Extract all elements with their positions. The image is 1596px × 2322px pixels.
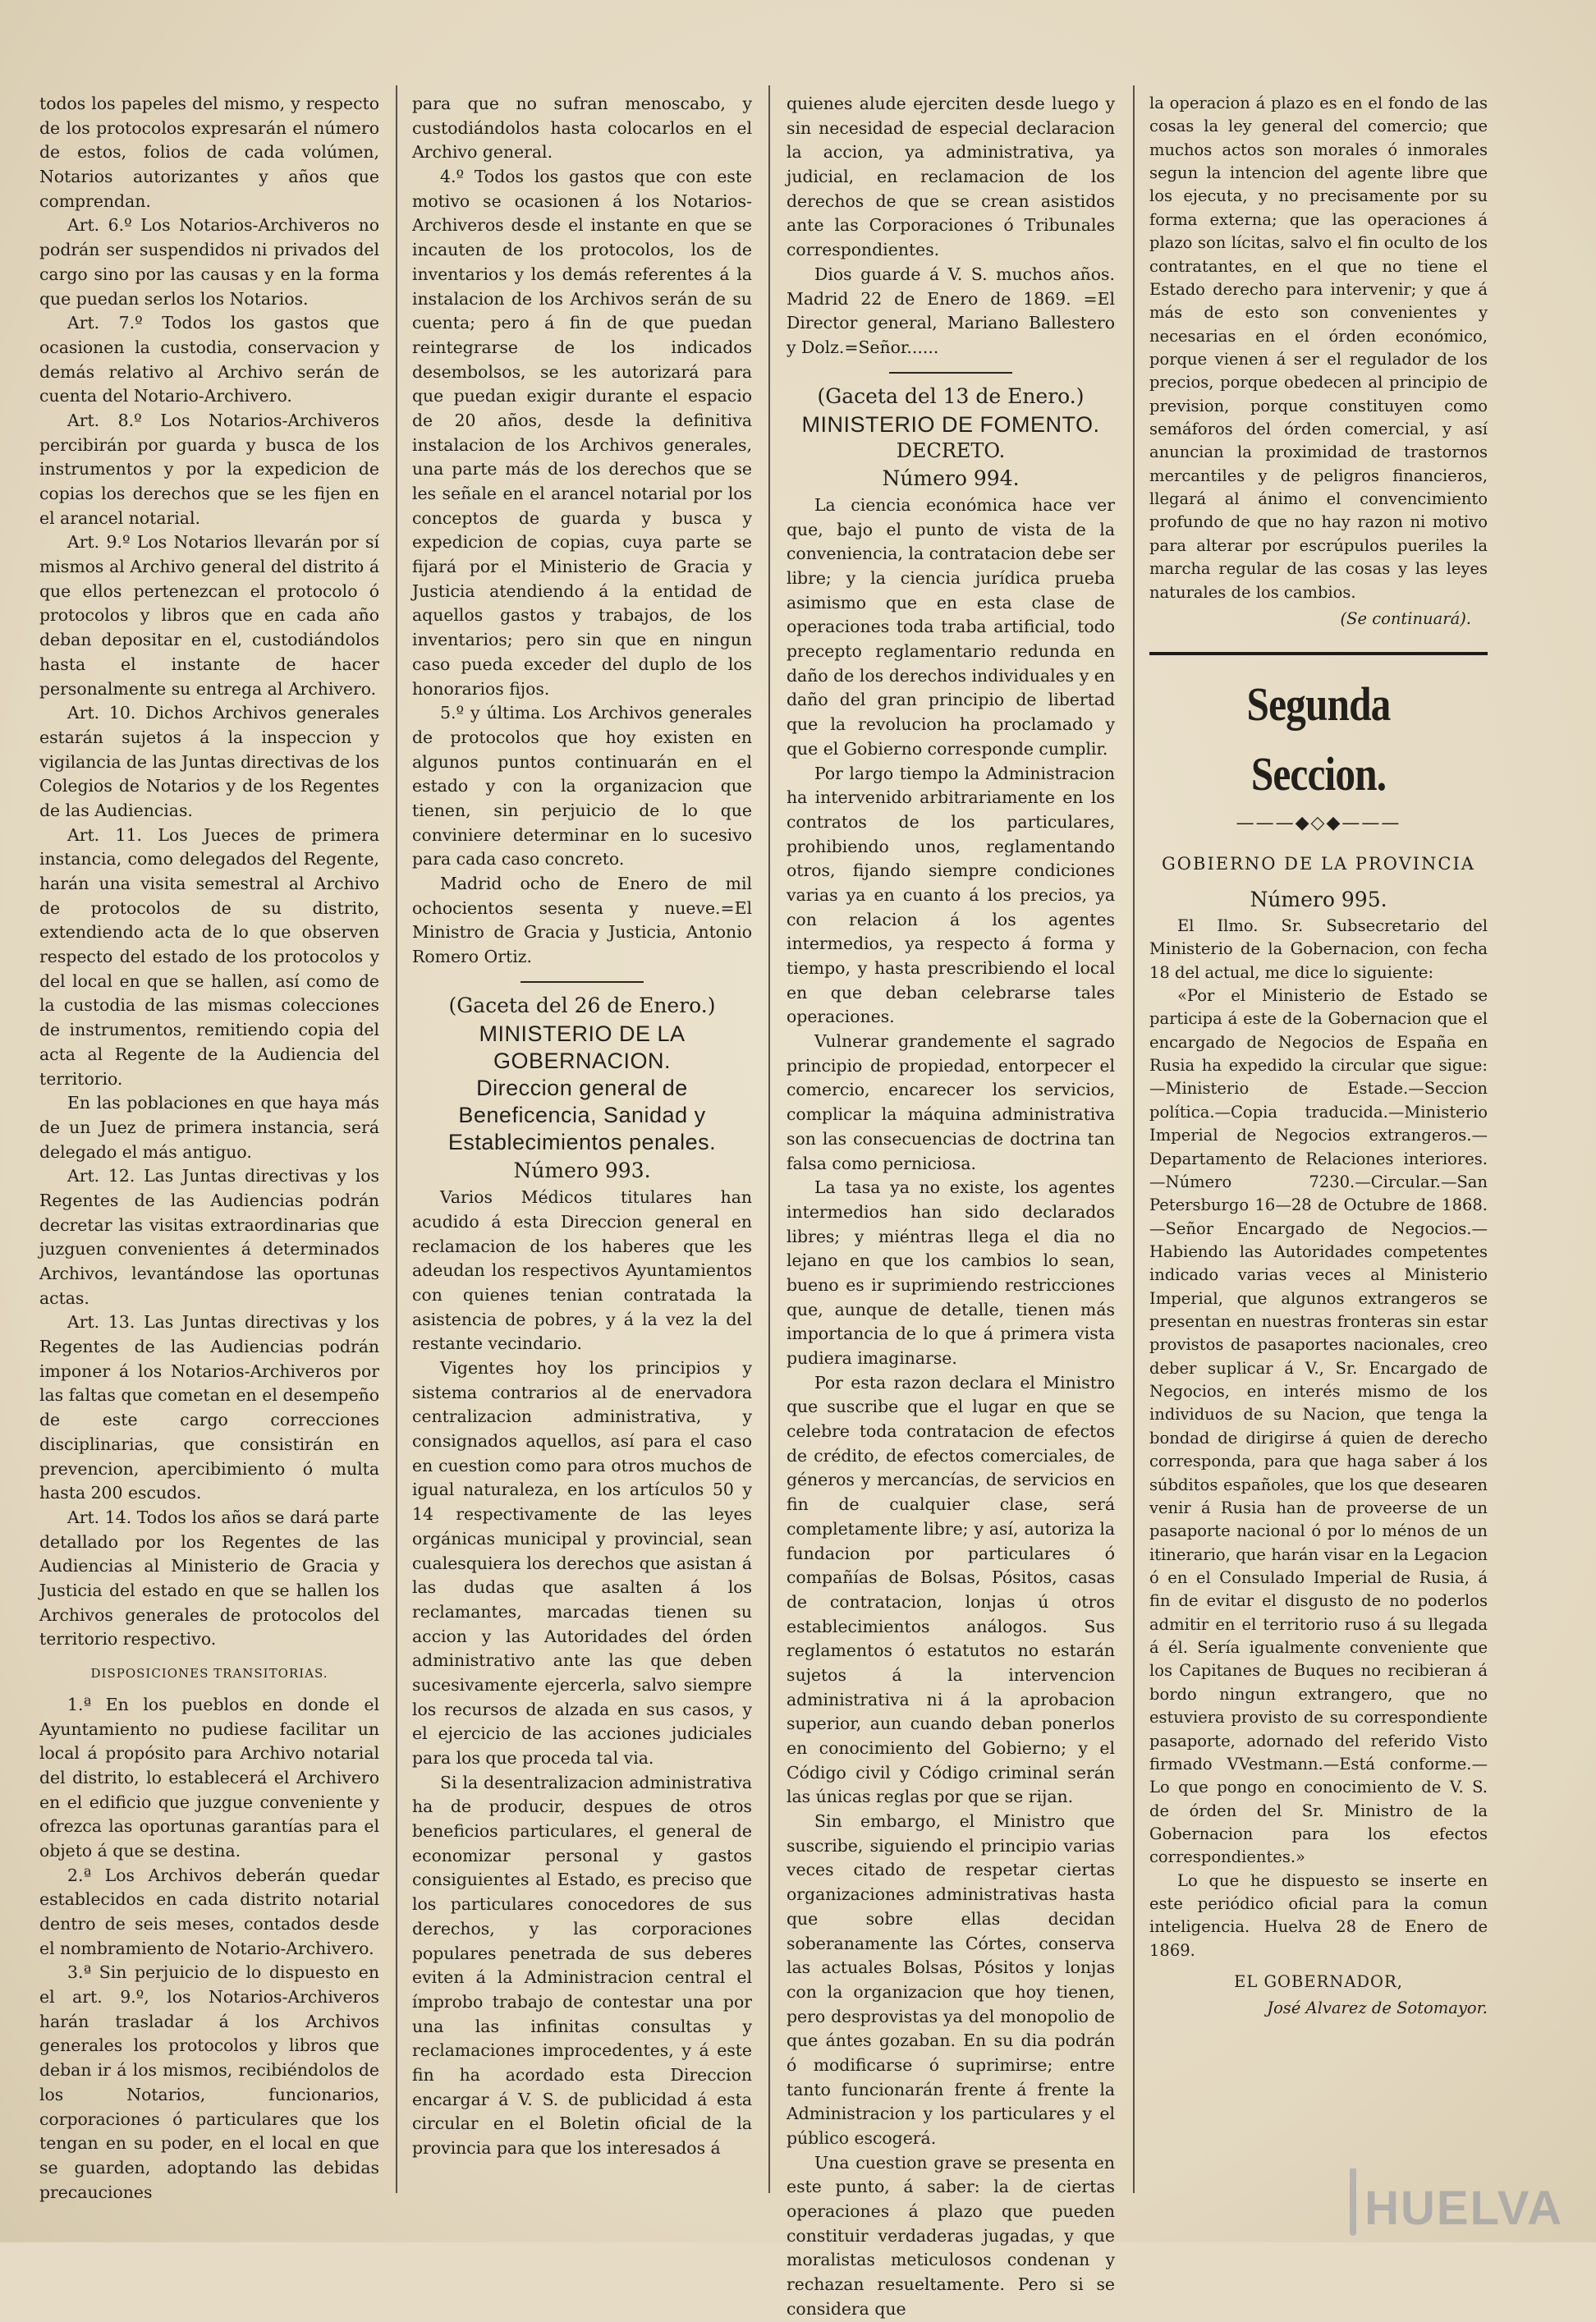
paragraph: Varios Médicos titulares han acudido á esta Direccion general en reclamacion de los haberes que les adeudan los respectivos Ayuntamientos con quienes tenian contratada la asistencia de pobres, y á la vez la del restante vecindario. — [412, 1187, 752, 1354]
column-2 — [412, 92, 752, 2193]
gobierno-heading: GOBIERNO DE LA PROVINCIA — [1162, 854, 1475, 874]
article-10: Art. 10. Dichos Archivos generales estarán sujetos á la inspeccion y vigilancia de las Juntas directivas de los Colegios de Notarios y de los Regentes de las Audiencias. — [39, 703, 379, 820]
paragraph: «Por el Ministerio de Estado se participa á este de la Gobernacion que el encargado de Negocios de España en Rusia ha expedido la circular que sigue:—Ministerio de Estade.—Seccion política.—Copia traducida.—Ministerio Imperial de Negocios extrangeros.—Departamento de Relaciones interiores.—Número 7230.—Circular.—San Petersburgo 16—28 de Octubre de 1868.—Señor Encargado de Negocios.—Habiendo las Autoridades competentes indicado varias veces al Ministerio Imperial, que algunos extrangeros se presentan en nuestras fronteras sin estar provistos de pasaportes nacionales, creo deber suplicar á V., Sr. Encargado de Negocios, en interés mismo de los individuos de su Nacion, que tenga la bondad de dirigirse á quien de derecho corresponda, para que haga saber á los súbditos españoles, que los que desearen venir á Rusia han de proveerse de un pasaporte nacional ó por lo ménos de un itinerario, que harán visar en la Legacion ó en el Consulado Imperial de Rusia, á fin de evitar el disgusto de no poderlos admitir en el territorio ruso á su llegada á él. Sería igualmente conveniente que los Capitanes de Buques no recibieran á bordo ningun extrangero, que no estuviera provisto de su correspondiente pasaporte, adornado del referido Visto firmado VVestmann.—Está conforme.—Lo que pongo en conocimiento de V. S. de órden del Sr. Ministro de la Gobernacion para los efectos correspondientes.» — [1149, 986, 1488, 1867]
decreto-heading: DECRETO. — [896, 438, 1006, 462]
column-3 — [787, 92, 1115, 2319]
gazette-date: (Gaceta del 13 de Enero.) — [817, 383, 1085, 408]
ministry-heading: MINISTERIO DE FOMENTO. — [801, 411, 1100, 437]
archive-watermark — [1364, 2164, 1563, 2236]
article-7: Art. 7.º Todos los gastos que ocasionen la custodia, conservacion y demás relativo al Archivo serán de cuenta del Notario-Archivero. — [39, 313, 379, 406]
article-14: Art. 14. Todos los años se dará parte detallado por los Regentes de las Audiencias al Ministerio de Gracia y Justicia del estado en que se hallen los Archivos generales de protocolos del territorio respectivo. — [39, 1507, 379, 1650]
paragraph: la operacion á plazo es en el fondo de las cosas la ley general del comercio; que muchos actos son morales ó inmorales segun la intencion del agente libre que los ejecuta, y no precisamente por su forma externa; que las operaciones á plazo son lícitas, salvo el fin oculto de los contratantes, en el que no tiene el Estado derecho para intervenir; y que á más de esto son convenientes y necesarias en el órden económico, porque vienen á ser el regulador de los precios, porque obedecen al principio de prevision, porque constituyen como semáforos del órden comercial, y así anuncian la proximidad de trastornos mercantiles y de peligros financieros, llegará al ánimo el convencimiento profundo de que no hay razon ni motivo para alterar por escrúpulos pueriles la marcha regular de las cosas y las leyes naturales de los cambios. — [1149, 94, 1488, 602]
article-12: Art. 12. Las Juntas directivas y los Regentes de las Audiencias podrán decretar las visitas extraordinarias que juzguen convenientes á determinados Archivos, levantándose las oportunas actas. — [39, 1166, 379, 1308]
paragraph: Madrid ocho de Enero de mil ochocientos sesenta y nueve.=El Ministro de Gracia y Justicia, Antonio Romero Ortiz. — [412, 874, 752, 967]
transitoria-1: 1.ª En los pueblos en donde el Ayuntamiento no pudiese facilitar un local á propósito para Archivo notarial del distrito, lo establecerá el Archivero en el edificio que juzgue conveniente y ofrezca las oportunas garantías para el objeto á que se destina. — [39, 1694, 379, 1861]
continuation-note: (Se continuará). — [1340, 608, 1471, 628]
paragraph: para que no sufran menoscabo, y custodiándolos hasta colocarlos en el Archivo general. — [412, 94, 752, 163]
watermark-text: HUELVA — [1364, 2182, 1563, 2235]
seal-icon — [1350, 2168, 1356, 2236]
divider — [521, 981, 644, 983]
ministry-heading: MINISTERIO DE LA GOBERNACION. — [479, 1021, 686, 1074]
paragraph: Lo que he dispuesto se inserte en este periódico oficial para la comun inteligencia. Huelva 28 de Enero de 1869. — [1149, 1870, 1488, 1960]
section-title: Segunda Seccion. — [1246, 677, 1391, 801]
column-4 — [1149, 92, 1488, 2193]
gobernador-title: EL GOBERNADOR, — [1234, 1972, 1403, 1992]
paragraph: quienes alude ejerciten desde luego y sin necesidad de especial declaracion la accion, ya administrativa, ya judicial, en reclamacion de los derechos de que se crean asistidos ante las Corporaciones ó Tribunales correspondientes. — [787, 94, 1115, 260]
paragraph: 4.º Todos los gastos que con este motivo se ocasionen á los Notarios-Archiveros desde el instante en que se incauten de los protocolos, los de inventarios y los demás referentes á la instalacion de los Archivos serán de su cuenta; pero á fin de que puedan reintegrarse de los indicados desembolsos, se les autorizará para que puedan exigir durante el espacio de 20 años, desde la definitiva instalacion de los Archivos generales, una parte más de los derechos que se les señale en el arancel notarial por los conceptos de guarda y busca y expedicion de copias, cuya parte se fijará por el Ministerio de Gracia y Justicia atendiendo á la entidad de aquellos gastos y trabajos, de los inventarios; pero sin que en ningun caso pueda exceder del duplo de los honorarios fijos. — [412, 167, 752, 699]
paragraph: El Ilmo. Sr. Subsecretario del Ministerio de la Gobernacion, con fecha 18 del actual, me dice lo siguiente: — [1149, 915, 1488, 982]
signature: José Alvarez de Sotomayor. — [1267, 1998, 1488, 2018]
section-divider — [1149, 652, 1488, 655]
article-8: Art. 8.º Los Notarios-Archiveros percibirán por guarda y busca de los instrumentos y por la expedicion de copias los derechos que se les fijen en el arancel notarial. — [39, 410, 379, 528]
ornament-icon: ———◆◇◆——— — [1236, 813, 1401, 834]
column-1 — [39, 92, 379, 2202]
paragraph: Una cuestion grave se presenta en este punto, á saber: la de ciertas operaciones á plazo que pueden constituir verdaderas jugadas, y que moralistas meticulosos condenan y rechazan resueltamente. Pero si se considera que — [787, 2152, 1115, 2319]
paragraph: Vigentes hoy los principios y sistema contrarios al de enervadora centralizacion administrativa, y consignados aquellos, así para el caso en cuestion como para otros muchos de igual naturaleza, en los artículos 50 y 14 respectivamente de las leyes orgánicas municipal y provincial, sean cualesquiera los derechos que asistan á las dudas que asalten á los reclamantes, marcadas tienen su accion y las Autoridades del órden administrativo ante las que deben sucesivamente ejercerla, salvo siempre los recursos de alzada en sus casos, y el ejercicio de las acciones judiciales para los que proceda tal via. — [412, 1358, 752, 1768]
paragraph: La ciencia económica hace ver que, bajo el punto de vista de la conveniencia, la contratacion debe ser libre; y la ciencia jurídica prueba asimismo que en esta clase de operaciones toda traba artificial, todo precepto reglamentario redunda en daño de los derechos individuales y en daño del gran principio de libertad que la revolucion ha proclamado y que el Gobierno corresponde cumplir. — [787, 494, 1115, 759]
gazette-date: (Gaceta del 26 de Enero.) — [448, 993, 716, 1017]
transitoria-3: 3.ª Sin perjuicio de lo dispuesto en el art. 9.º, los Notarios-Archiveros harán trasladar á los Archivos generales los protocolos y libros que deban ir á los mismos, recibiéndolos de los Notarios, funcionarios, corporaciones ó particulares que los tengan en su poder, en el local en que se guarden, adoptando las debidas precauciones — [39, 1962, 379, 2202]
paragraph: Por esta razon declara el Ministro que suscribe que el lugar en que se celebre toda contratacion de efectos de crédito, de efectos comerciales, de géneros y mercancías, de servicios en fin de cualquier clase, será completamente libre; y así, autoriza la fundacion por particulares ó compañías de Bolsas, Pósitos, casas de contratacion, lonjas ú otros establecimientos análogos. Sus reglamentos ó estatutos no estarán sujetos á la intervencion administrativa ni á la aprobacion superior, aun cuando deban ponerlos en conocimiento del Gobierno; y el Código civil y Código criminal serán las únicas reglas por que se rijan. — [787, 1372, 1115, 1807]
article-11: Art. 11. Los Jueces de primera instancia, como delegados del Regente, harán una visita semestral al Archivo de protocolos de su distrito, extendiendo acta de lo que observen respecto del estado de los protocolos y del local en que se hallen, así como de la custodia de las mismas colecciones de instrumentos, remitiendo copia del acta al Regente de la Audiencia del territorio. — [39, 824, 379, 1089]
paragraph: La tasa ya no existe, los agentes intermedios han sido declarados libres; y miéntras llega el dia no lejano en que los cambios lo sean, bueno es ir suprimiendo restricciones que, aunque de detalle, tienen más importancia de lo que á primera vista pudiera imaginarse. — [787, 1177, 1115, 1369]
paragraph: En las poblaciones en que haya más de un Juez de primera instancia, será delegado el más antiguo. — [39, 1093, 379, 1162]
column-divider — [768, 85, 770, 2193]
column-divider — [396, 85, 397, 2193]
number-heading: Número 995. — [1250, 887, 1387, 911]
paragraph: todos los papeles del mismo, y respecto de los protocolos expresarán el número de estos, folios de cada volúmen, Notarios autorizantes y años que comprendan. — [39, 94, 379, 211]
paragraph: Vulnerar grandemente el sagrado principio de propiedad, entorpecer el comercio, encarecer los servicios, complicar la máquina administrativa son las consecuencias de doctrina tan falsa como perniciosa. — [787, 1031, 1115, 1173]
article-13: Art. 13. Las Juntas directivas y los Regentes de las Audiencias podrán imponer á los Notarios-Archiveros por las faltas que cometan en el desempeño de este cargo correcciones disciplinarias, que consistirán en prevencion, apercibimiento ó multa hasta 200 escudos. — [39, 1312, 379, 1503]
direccion-heading: Direccion general de Beneficencia, Sanidad y Establecimientos penales. — [447, 1076, 717, 1154]
paragraph: Sin embargo, el Ministro que suscribe, siguiendo el principio varias veces citado de respetar ciertas organizaciones administrativas hasta que sobre ellas decidan soberanamente las Córtes, conserva las actuales Bolsas, Pósitos y lonjas con la organizacion que hoy tienen, pero desprovistas ya del monopolio de que ántes gozaban. En su dia podrán ó modificarse ó suprimirse; entre tanto funcionarán frente á frente la Administracion y los particulares y el público escogerá. — [787, 1811, 1115, 2149]
transitoria-2: 2.ª Los Archivos deberán quedar establecidos en cada distrito notarial dentro de seis meses, contados desde el nombramiento de Notario-Archivero. — [39, 1865, 379, 1958]
paragraph: Dios guarde á V. S. muchos años. Madrid 22 de Enero de 1869. =El Director general, Mariano Ballestero y Dolz.=Señor...... — [787, 264, 1115, 357]
number-heading: Número 994. — [882, 466, 1020, 490]
number-heading: Número 993. — [513, 1158, 651, 1182]
article-6: Art. 6.º Los Notarios-Archiveros no podrán ser suspendidos ni privados del cargo sino por las causas y en la forma que puedan serlos los Notarios. — [39, 215, 379, 309]
article-9: Art. 9.º Los Notarios llevarán por sí mismos al Archivo general del distrito á que ellos pertenezcan el protocolo ó protocolos y libros que en cada año deban depositar en el, custodiándolos hasta el instante de hacer personalmente su entrega al Archivero. — [39, 532, 379, 699]
paragraph: Por largo tiempo la Administracion ha intervenido arbitrariamente en los contratos de los particulares, prohibiendo unos, reglamentando otros, fijando siempre condiciones varias ya en cuanto á los precios, ya con relacion á los agentes intermedios, ya respecto á forma y tiempo, y hasta prescribiendo el local en que deban celebrarse tales operaciones. — [787, 763, 1115, 1027]
paragraph: Si la desentralizacion administrativa ha de producir, despues de otros beneficios particulares, el general de economizar personal y gastos consiguientes al Estado, es preciso que los particulares conocedores de sus derechos, y las corporaciones populares penetrada de sus deberes eviten á la Administracion central el ímprobo trabajo de contestar una por una las infinitas consultas y reclamaciones improcedentes, y á este fin ha acordado esta Direccion encargar á V. S. de publicidad á esta circular en el Boletin oficial de la provincia para que los interesados á — [412, 1772, 752, 2158]
column-divider — [1133, 85, 1135, 2193]
divider — [889, 372, 1012, 374]
transitorias-heading: DISPOSICIONES TRANSITORIAS. — [90, 1666, 328, 1681]
paragraph: 5.º y última. Los Archivos generales de protocolos que hoy existen en algunos puntos continuarán en el estado y con la organizacion que tienen, sin perjuicio de lo que conviniere determinar en lo sucesivo para cada caso concreto. — [412, 703, 752, 870]
